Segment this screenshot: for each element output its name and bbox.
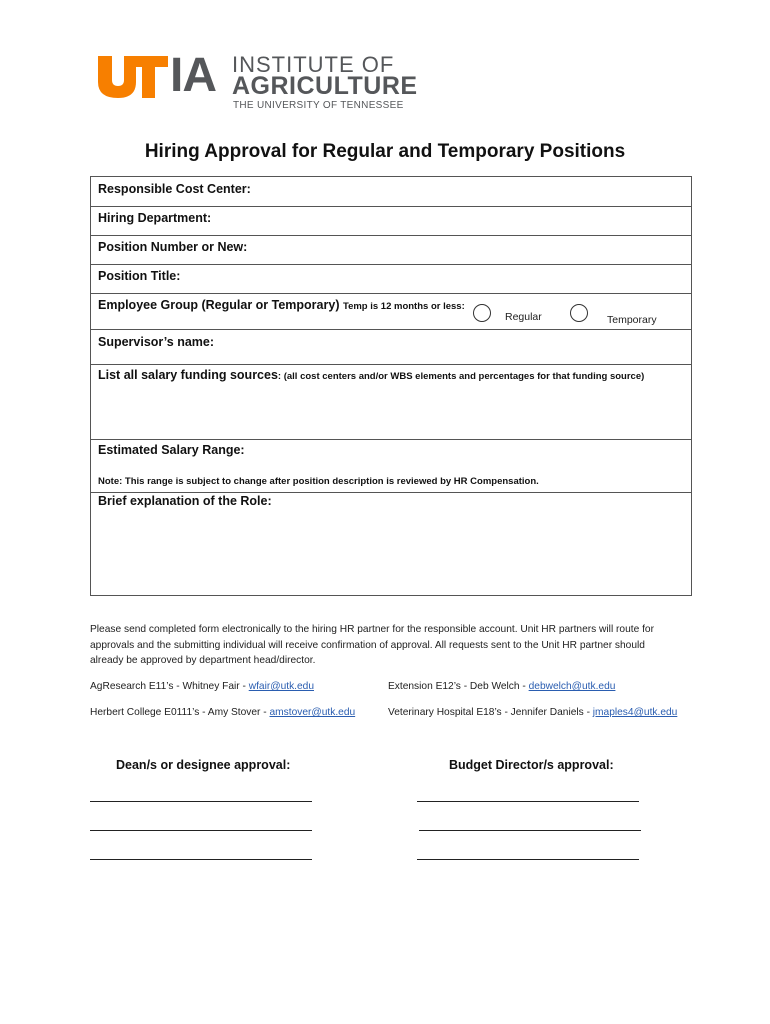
logo-university: THE UNIVERSITY OF TENNESSEE: [233, 100, 404, 111]
label-responsible-cost-center: Responsible Cost Center:: [98, 182, 251, 196]
dean-signature-line-3[interactable]: [90, 859, 312, 860]
row-role-explanation[interactable]: [91, 493, 691, 595]
contact-extension-email[interactable]: debwelch@utk.edu: [528, 681, 616, 692]
contact-herbert-email[interactable]: amstover@utk.edu: [269, 707, 356, 718]
funding-sources-note: : (all cost centers and/or WBS elements and percentages for that funding source): [277, 371, 645, 382]
radio-temporary-label: Temporary: [607, 314, 657, 326]
form-table: [90, 176, 692, 596]
label-position-title: Position Title:: [98, 269, 181, 283]
label-funding-sources: [98, 368, 644, 382]
budget-signature-line-2[interactable]: [419, 830, 641, 831]
employee-group-label: Employee Group (Regular or Temporary): [98, 298, 340, 312]
budget-signature-line-3[interactable]: [417, 859, 639, 860]
instructions-paragraph: Please send completed form electronically to the hiring HR partner for the responsible account. Unit HR partners will route for approvals and the submitting individual will receive confirmation of approval. All requests sent to the Unit HR partner should already be approved by department head/director.: [90, 624, 654, 666]
label-position-number: Position Number or New:: [98, 240, 248, 254]
utia-logo: [96, 49, 426, 118]
contact-veterinary: [388, 707, 677, 718]
row-responsible-cost-center[interactable]: [91, 177, 691, 207]
contact-agresearch-email[interactable]: wfair@utk.edu: [248, 681, 314, 692]
radio-regular[interactable]: [473, 304, 491, 322]
row-funding-sources[interactable]: [91, 365, 691, 440]
row-employee-group: [91, 294, 691, 330]
label-employee-group: [98, 298, 465, 312]
contact-herbert: [90, 707, 355, 718]
contact-herbert-text: Herbert College E0111’s - Amy Stover -: [90, 707, 270, 718]
contact-agresearch-text: AgResearch E11’s - Whitney Fair -: [90, 681, 249, 692]
row-salary-range[interactable]: [91, 440, 691, 493]
radio-regular-label: Regular: [505, 311, 542, 323]
dean-approval-label: Dean/s or designee approval:: [116, 758, 291, 772]
row-supervisor-name[interactable]: [91, 330, 691, 365]
employee-group-note: Temp is 12 months or less:: [342, 301, 465, 312]
contact-extension: [388, 681, 615, 692]
logo-agriculture: AGRICULTURE: [232, 72, 418, 100]
label-role-explanation: Brief explanation of the Role:: [98, 494, 272, 508]
budget-approval-label: Budget Director/s approval:: [449, 758, 614, 772]
row-position-number[interactable]: [91, 236, 691, 265]
salary-range-note: Note: This range is subject to change after position description is reviewed by HR Compensation.: [98, 476, 539, 487]
label-supervisor-name: Supervisor’s name:: [98, 335, 215, 349]
ut-logo-mark: [96, 56, 170, 98]
label-salary-range: Estimated Salary Range:: [98, 443, 245, 457]
row-position-title[interactable]: [91, 265, 691, 294]
dean-signature-line-2[interactable]: [90, 830, 312, 831]
budget-signature-line-1[interactable]: [417, 801, 639, 802]
contact-extension-text: Extension E12’s - Deb Welch -: [388, 681, 529, 692]
row-hiring-department[interactable]: [91, 207, 691, 236]
contact-agresearch: [90, 681, 314, 692]
contact-veterinary-email[interactable]: jmaples4@utk.edu: [592, 707, 678, 718]
logo-institute-of: INSTITUTE OF: [232, 52, 395, 77]
ia-logo-mark: IA: [170, 49, 216, 102]
dean-signature-line-1[interactable]: [90, 801, 312, 802]
radio-temporary[interactable]: [570, 304, 588, 322]
page-title: Hiring Approval for Regular and Temporary Positions: [144, 141, 626, 162]
label-hiring-department: Hiring Department:: [98, 211, 212, 225]
funding-sources-label: List all salary funding sources: [98, 368, 278, 382]
contact-veterinary-text: Veterinary Hospital E18’s - Jennifer Daniels -: [388, 707, 593, 718]
